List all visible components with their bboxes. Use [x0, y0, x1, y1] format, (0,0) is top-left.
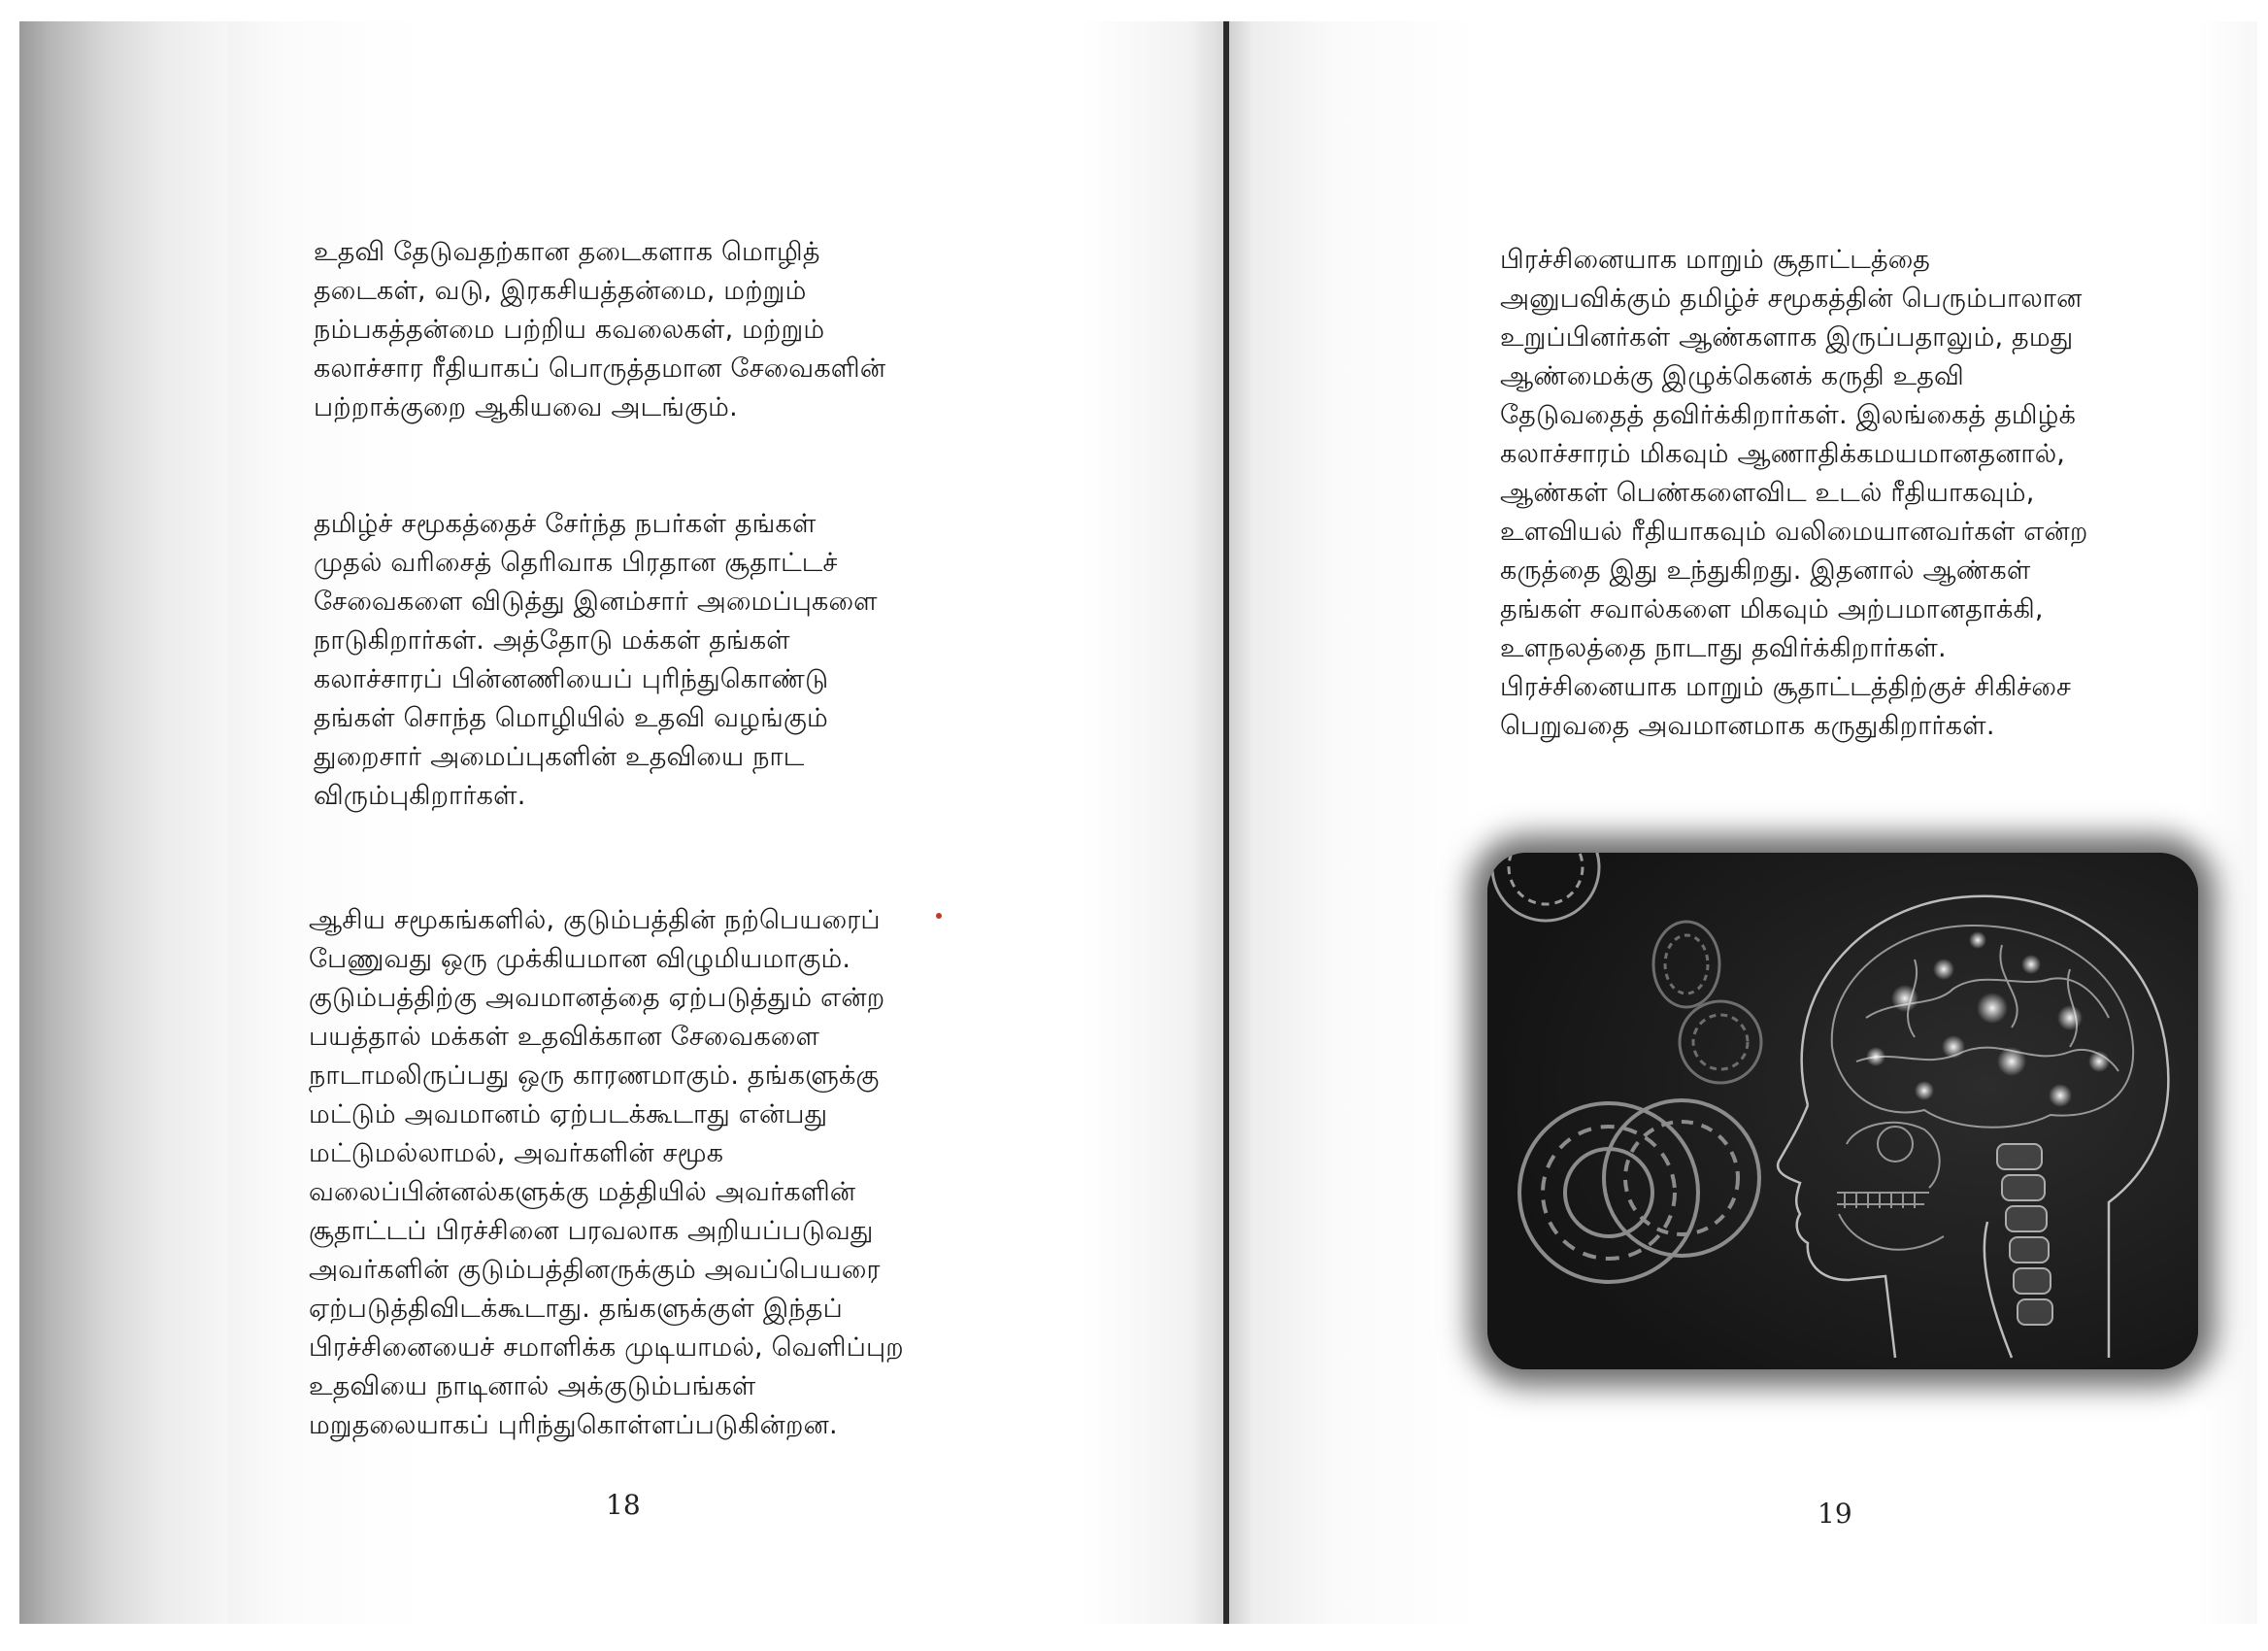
text-line: பற்றாக்குறை ஆகியவை அடங்கும்.: [314, 392, 738, 422]
text-line: தடைகள், வடு, இரகசியத்தன்மை, மற்றும்: [314, 276, 807, 306]
left-paragraph-3: [309, 901, 988, 1445]
text-line: கலாச்சாரப் பின்னணியைப் புரிந்துகொண்டு: [314, 664, 829, 694]
text-line: பிரச்சினையைச் சமாளிக்க முடியாமல், வெளிப்புற: [309, 1332, 904, 1363]
text-line: பயத்தால் மக்கள் உதவிக்கான சேவைகளை: [309, 1022, 820, 1052]
text-line: வலைப்பின்னல்களுக்கு மத்தியில் அவர்களின்: [309, 1177, 856, 1207]
text-line: சேவைகளை விடுத்து இனம்சார் அமைப்புகளை: [314, 587, 878, 617]
text-line: ஆண்கள் பெண்களைவிட உடல் ரீதியாகவும்,: [1500, 478, 2035, 508]
text-line: கலாச்சார ரீதியாகப் பொருத்தமான சேவைகளின்: [314, 354, 886, 384]
text-line: உதவி தேடுவதற்கான தடைகளாக மொழித்: [314, 237, 820, 267]
text-line: நாடாமலிருப்பது ஒரு காரணமாகும். தங்களுக்கு: [309, 1061, 880, 1091]
text-line: ஏற்படுத்திவிடக்கூடாது. தங்களுக்குள் இந்தப்: [309, 1294, 843, 1324]
text-line: கலாச்சாரம் மிகவும் ஆணாதிக்கமயமானதனால்,: [1500, 439, 2066, 469]
text-line: தங்கள் சொந்த மொழியில் உதவி வழங்கும்: [314, 703, 828, 733]
text-line: உளநலத்தை நாடாது தவிர்க்கிறார்கள்.: [1500, 633, 1947, 663]
left-paragraph-1: [314, 233, 993, 427]
page-number-right: 19: [1818, 1498, 1852, 1530]
text-line: மட்டுமல்லாமல், அவர்களின் சமூக: [309, 1138, 724, 1168]
ink-mark: [936, 913, 942, 919]
text-line: அவர்களின் குடும்பத்தினருக்கும் அவப்பெயரை: [309, 1255, 881, 1285]
text-line: பிரச்சினையாக மாறும் சூதாட்டத்திற்குச் சிகிச்சை: [1500, 672, 2072, 702]
text-line: சூதாட்டப் பிரச்சினை பரவலாக அறியப்படுவது: [309, 1216, 874, 1246]
text-line: மட்டும் அவமானம் ஏற்படக்கூடாது என்பது: [309, 1099, 828, 1129]
text-line: ஆண்மைக்கு இழுக்கெனக் கருதி உதவி: [1500, 361, 1964, 391]
book-spine: [1223, 21, 1229, 1624]
text-line: பெறுவதை அவமானமாக கருதுகிறார்கள்.: [1500, 711, 1995, 741]
text-line: அனுபவிக்கும் தமிழ்ச் சமூகத்தின் பெரும்பாலான: [1500, 284, 2083, 314]
text-line: தங்கள் சவால்களை மிகவும் அற்பமானதாக்கி,: [1500, 594, 2044, 624]
text-line: நாடுகிறார்கள். அத்தோடு மக்கள் தங்கள்: [314, 625, 790, 656]
text-line: உதவியை நாடினால் அக்குடும்பங்கள்: [309, 1371, 756, 1401]
text-line: கருத்தை இது உந்துகிறது. இதனால் ஆண்கள்: [1500, 556, 2031, 586]
text-line: தேடுவதைத் தவிர்க்கிறார்கள். இலங்கைத் தமிழ்க்: [1500, 400, 2077, 430]
scan-shadow: [19, 21, 228, 1624]
text-line: ஆசிய சமூகங்களில், குடும்பத்தின் நற்பெயரைப்: [309, 905, 881, 935]
text-line: உளவியல் ரீதியாகவும் வலிமையானவர்கள் என்ற: [1500, 517, 2088, 547]
text-line: நம்பகத்தன்மை பற்றிய கவலைகள், மற்றும்: [314, 315, 825, 345]
page-number-left: 18: [606, 1489, 641, 1521]
text-line: பிரச்சினையாக மாறும் சூதாட்டத்தை: [1500, 245, 1931, 275]
text-line: குடும்பத்திற்கு அவமானத்தை ஏற்படுத்தும் என்ற: [309, 983, 885, 1013]
xray-head-brain-casino-chips-icon: [1487, 853, 2198, 1369]
text-line: உறுப்பினர்கள் ஆண்களாக இருப்பதாலும், தமது: [1500, 322, 2074, 353]
text-line: மறுதலையாகப் புரிந்துகொள்ளப்படுகின்றன.: [309, 1410, 838, 1440]
text-line: தமிழ்ச் சமூகத்தைச் சேர்ந்த நபர்கள் தங்கள்: [314, 509, 817, 539]
text-line: துறைசார் அமைப்புகளின் உதவியை நாட: [314, 742, 805, 772]
text-line: முதல் வரிசைத் தெரிவாக பிரதான சூதாட்டச்: [314, 548, 838, 578]
text-line: பேணுவது ஒரு முக்கியமான விழுமியமாகும்.: [309, 944, 851, 974]
left-paragraph-2: [314, 505, 993, 816]
right-paragraph-1: [1500, 241, 2180, 746]
text-line: விரும்புகிறார்கள்.: [314, 781, 526, 811]
